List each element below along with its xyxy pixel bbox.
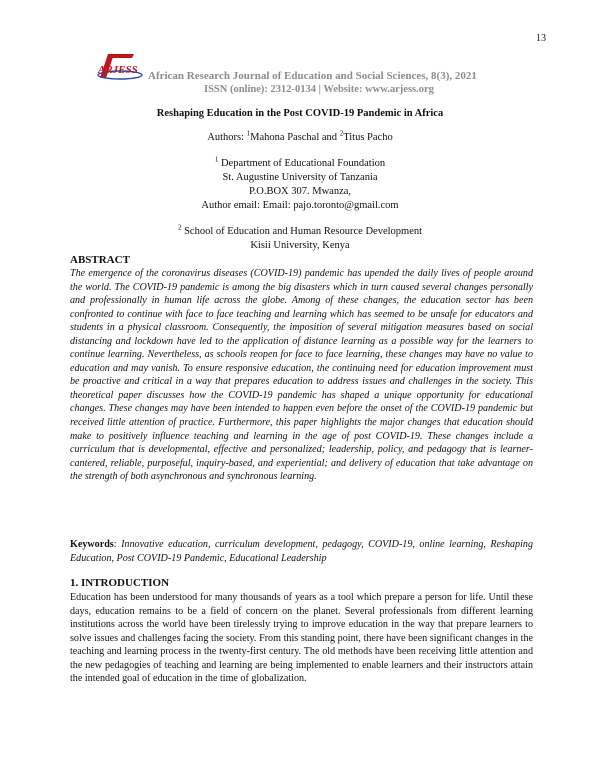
author2-marker: 2 [339,129,344,138]
affiliation2-school: $^2$ School of Education and Human Resource Development [177,223,423,237]
journal-header [94,48,534,96]
journal-title: African Research Journal of Education and Social Sciences, 8(3), 2021 [148,70,477,82]
author2-name: Titus Pacho [343,132,393,143]
affiliation1-university: St. Augustine University of Tanzania [222,172,378,183]
author1-name: Mahona Paschal and [250,132,340,143]
author1-marker: 1 [246,129,251,138]
keywords: Keywords: Innovative education, curriculum development, pedagogy, COVID-19, online learning, Reshaping Education, Post COVID-19 Pandemic, Educational Leadership [70,539,534,564]
introduction-heading: 1. INTRODUCTION [70,577,170,589]
authors-prefix: Authors: [207,132,247,143]
affiliation1-address: P.O.BOX 307. Mwanza, [248,186,352,197]
logo-text: ARJESS [98,64,138,76]
abstract-heading: ABSTRACT [70,254,130,266]
abstract-body: The emergence of the coronavirus diseases (COVID-19) pandemic has upended the daily lives of people around the world. The COVID-19 pandemic is among the big disasters which in turn caused several changes personally and professionally in human life across the globe. Among of these changes, the education sector has been confronted to continue with face to face teaching and learning which has seemed to be unsafe for educators and students in a physical classroom. Consequently, the imposition of several mitigation measures based on social distancing and lockdown have led to the application of distance learning as a possible way for the learners to continue learning. Nevertheless, as schools reopen for face to face learning, these changes may have no value to education and may vanish. To ensure responsive education, the continuing need for education improvement must be proactive and critical in a way that prepares education to address issues and challenges in the society. This theoretical paper discusses how the COVID-19 pandemic has shaped a unique opportunity for educational changes. These changes may have been intended to happen even before the onset of the COVID-19 pandemic but received little attention of practice. Furthermore, this paper highlights the major changes that education should make to positively influence teaching and learning in the age of post COVID-19. These changes include a curriculum that is developmental, effective and personalized; leadership, policy, and pedagogy that is learner- cantered, reliable, purposeful, inquiry-based, and experiential; and delivery of education that take advantage on the strength of both asynchronous and synchronous learning. [70,268,533,483]
authors-line [0,129,600,143]
journal-logo [94,48,146,84]
paper-title: Reshaping Education in the Post COVID-19 Pandemic in Africa [156,108,444,119]
keywords-text: Innovative education, curriculum development, pedagogy, COVID-19, online learning, Reshaping Education, Post COVID-19 Pandemic, Educational Leadership [70,539,534,564]
affiliation1-department: $^1$ Department of Educational Foundation [214,155,386,169]
page-number: 13 [536,33,546,44]
affiliation1-marker: 1 [214,155,219,164]
keywords-label: Keywords [70,539,114,550]
introduction-body: Education has been understood for many thousands of years as a tool which prepare a person for life. Until these days, education remains to be a field of concern on the planet. Several professionals from different learning institutions across the world have been tirelessly trying to improve education in the way that prepare learners to solve issues and challenges facing the society. From this standing point, there have been significant changes in the teaching and learning process in the twenty-first century. The old methods have been receiving little attention and the new pedagogies of teaching and learning are being implemented to enable learners and their instructors attain the intended goal of education in the time of globalization. [70,592,533,684]
affiliation2-university: Kisii University, Kenya [250,240,350,251]
journal-issn: ISSN (online): 2312-0134 | Website: www.arjess.org [204,84,434,95]
author-email: Author email: Email: pajo.toronto@gmail.com [201,200,399,211]
affiliation2-marker: 2 [177,223,182,232]
